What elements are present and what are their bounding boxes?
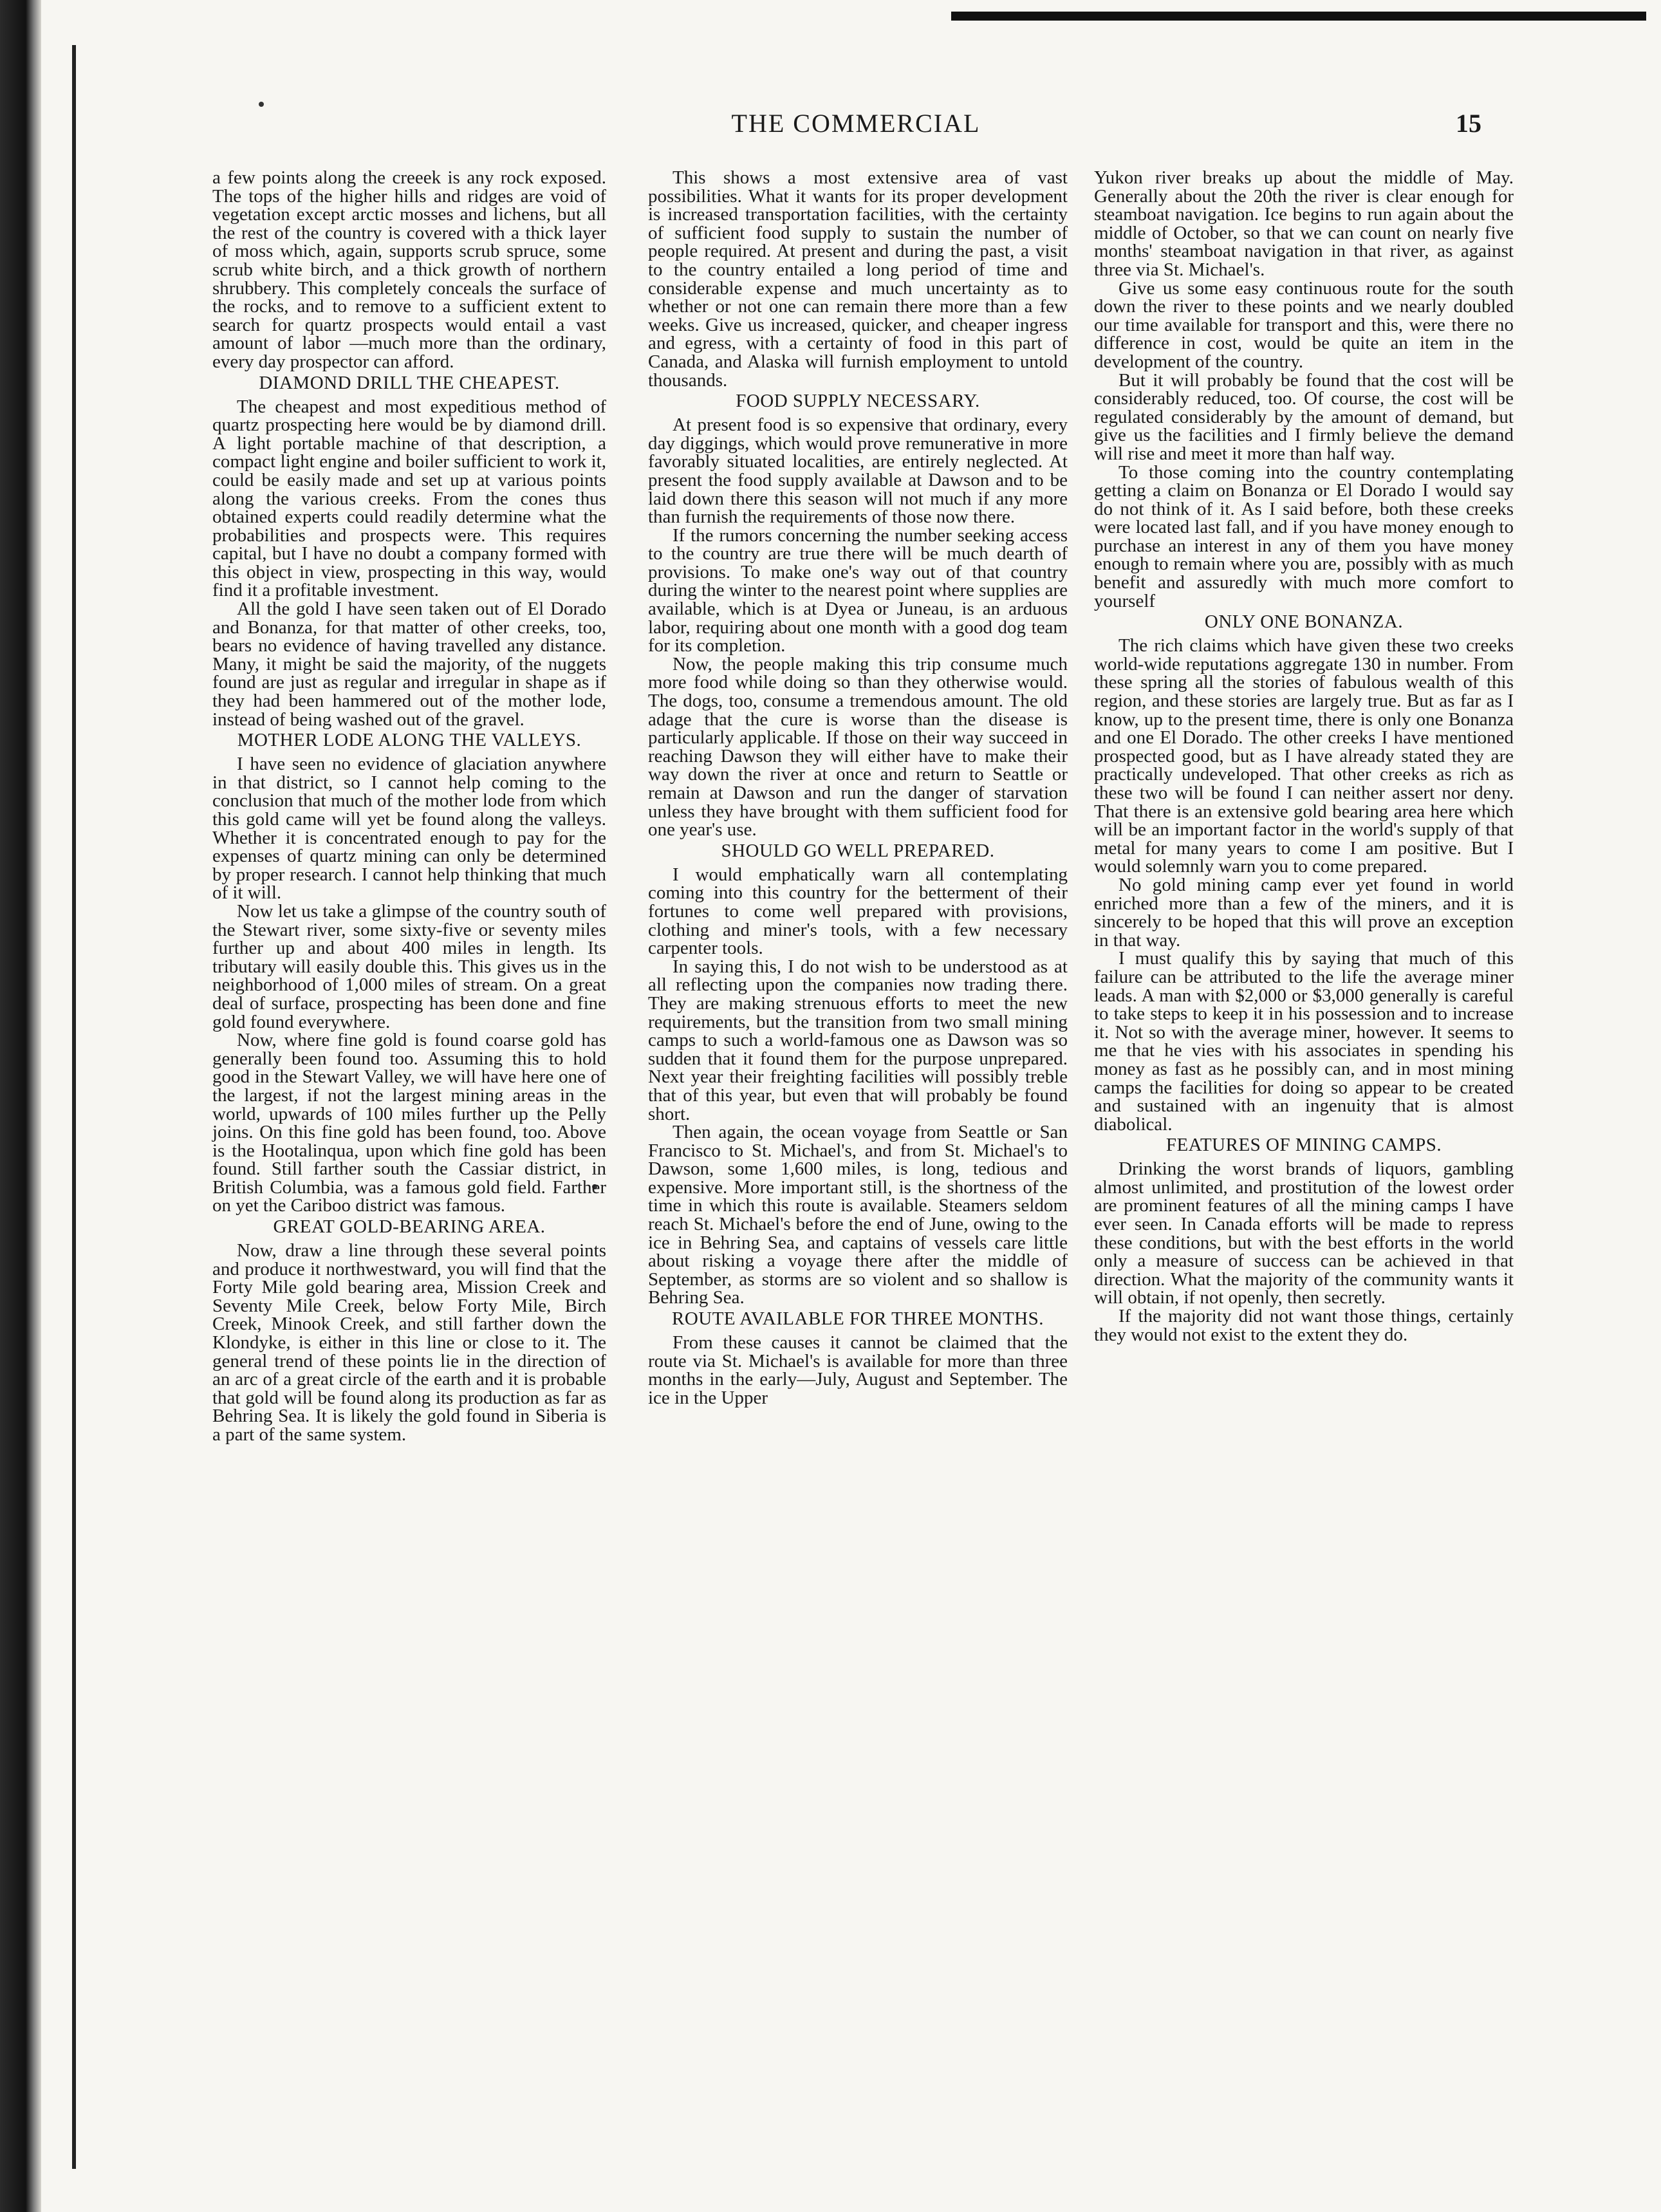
paragraph: The cheapest and most expeditious method of quartz prospecting here would be by diamond drill. A light portable machine of that description, a compact light engine and boiler sufficient to work it, could be easily made and set up at various points along the various creeks. From the cones thus obtained experts could readily determine what the probabilities and prospects were. This requires capital, but I have no doubt a company formed with this object in view, prospecting in this way, would find it a profitable investment. xyxy=(212,396,606,601)
paragraph: No gold mining camp ever yet found in world enriched more than a few of the miners, and it is sincerely to be hoped that this will prove an exception in that way. xyxy=(1094,874,1514,951)
paragraph: To those coming into the country contemplating getting a claim on Bonanza or El Dorado I would say do not think of it. As I said before, both these creeks were located last fall, and if you have money enough to purchase an interest in any of them you have money enough to remain where you are, possibly with as much benefit and assuredly with much more comfort to yourself xyxy=(1094,461,1514,611)
paragraph: Then again, the ocean voyage from Seattle or San Francisco to St. Michael's, and from St. Michael's to Dawson, some 1,600 miles, is long, tedious and expensive. More important still, is the shortness of the time in which this route is available. Steamers seldom reach St. Michael's before the end of June, owing to the ice in Behring Sea, and captains of vessels care little about risking a voyage there after the middle of September, as storms are so violent and so shallow is Behring Sea. xyxy=(648,1122,1068,1308)
paragraph: Now, where fine gold is found coarse gold has generally been found too. Assuming this to hold good in the Stewart Valley, we will have here one of the largest, if not the largest mining areas in the world, upwards of 100 miles further up the Pelly joins. On this fine gold has been found, too. Above is the Hootalinqua, upon which fine gold has been found. Still farther south the Cassiar district, in British Columbia, was a famous gold field. Farther on yet the Cariboo district was famous. xyxy=(212,1030,606,1216)
paragraph: Now, draw a line through these several points and produce it northwestward, you will find that the Forty Mile gold bearing area, Mission Creek and Seventy Mile Creek, below Forty Mile, Birch Creek, Minook Creek, and still farther down the Klondyke, is either in this line or close to it. The general trend of these points lie in the direction of an arc of a great circle of the earth and it is probable that gold will be found along its production as far as Behring Sea. It is likely the gold found in Siberia is a part of the same system. xyxy=(212,1240,606,1445)
top-rule xyxy=(951,12,1646,21)
paragraph: All the gold I have seen taken out of El Dorado and Bonanza, for that matter of other creeks, too, bears no evidence of having travelled any distance. Many, it might be said the majority, of the nuggets found are just as regular and irregular in shape as if they had been hammered out of the mother lode, instead of being washed out of the gravel. xyxy=(212,599,606,730)
column-2 xyxy=(648,169,1068,1407)
paragraph: If the rumors concerning the number seeking access to the country are true there will be much dearth of provisions. To make one's way out of that country during the winter to the nearest point where supplies are available, which is at Dyea or Juneau, is an arduous labor, requiring about one month with a good dog team for its completion. xyxy=(648,525,1068,656)
paragraph: Drinking the worst brands of liquors, gambling almost unlimited, and prostitution of the lowest order are prominent features of all the mining camps I have ever seen. In Canada efforts will be made to repress these conditions, but with the best efforts in the world only a measure of success can be achieved in that direction. What the majority of the community wants it will obtain, if not openly, then secretly. xyxy=(1094,1158,1514,1308)
paragraph: Now let us take a glimpse of the country south of the Stewart river, some sixty-five or seventy miles further up and about 400 miles in length. Its tributary will easily double this. This gives us in the neighborhood of 1,000 miles of stream. On a great deal of surface, prospecting has been done and fine gold found everywhere. xyxy=(212,900,606,1032)
section-heading: ROUTE AVAILABLE FOR THREE MONTHS. xyxy=(671,1308,1044,1330)
paragraph: In saying this, I do not wish to be understood as at all reflecting upon the companies now trading there. They are making strenuous efforts to meet the new requirements, but the transition from two small mining camps to such a world-famous one as Dawson was so sudden that it found them for the purpose unprepared. Next year their freighting facilities will possibly treble that of this year, but even that will probably be found short. xyxy=(648,956,1068,1124)
section-heading: DIAMOND DRILL THE CHEAPEST. xyxy=(259,372,560,393)
paragraph: I would emphatically warn all contemplating coming into this country for the betterment of their fortunes to come well prepared with provisions, clothing and miner's tools, with a few necessary carpenter tools. xyxy=(648,864,1068,959)
paragraph: At present food is so expensive that ordinary, every day diggings, which would prove remunerative in more favorably situated localities, are entirely neglected. At present the food supply available at Dawson and to be laid down there this season will not much if any more than furnish the requirements of those now there. xyxy=(648,414,1068,528)
page-edge-line xyxy=(72,45,76,2169)
paragraph: Give us some easy continuous route for the south down the river to these points and we nearly doubled our time available for transport and this, were there no difference in cost, would be quite an item in the development of the country. xyxy=(1094,277,1514,372)
section-heading: FOOD SUPPLY NECESSARY. xyxy=(736,391,980,412)
section-heading: GREAT GOLD-BEARING AREA. xyxy=(273,1216,546,1238)
section-heading: FEATURES OF MINING CAMPS. xyxy=(1165,1135,1442,1156)
paragraph: I have seen no evidence of glaciation anywhere in that district, so I cannot help coming to the conclusion that much of the mother lode from which this gold came will yet be found along the valleys. Whether it is concentrated enough to pay for the expenses of quartz mining can only be determined by proper research. I cannot help thinking that much of it will. xyxy=(212,754,606,904)
paragraph: a few points along the creeek is any rock exposed. The tops of the higher hills and ridges are void of vegetation except arctic mosses and lichens, but all the rest of the country is covered with a thick layer of moss which, again, supports scrub spruce, some scrub white birch, and a thick growth of northern shrubbery. This completely conceals the surface of the rocks, and to remove to a sufficient extent to search for quartz prospects would entail a vast amount of labor —much more than the ordinary, every day prospector can afford. xyxy=(212,167,606,372)
paragraph: From these causes it cannot be claimed that the route via St. Michael's is available for more than three months in the early—July, August and September. The ice in the Upper xyxy=(648,1332,1068,1408)
paragraph: Now, the people making this trip consume much more food while doing so than they otherwise would. The dogs, too, consume a tremendous amount. The old adage that the cure is worse than the disease is particularly applicable. If those on their way succeed in reaching Dawson they will either have to make their way down the river at once and return to Seattle or remain at Dawson and run the danger of starvation unless they have brought with them sufficient food for one year's use. xyxy=(648,653,1068,841)
speck xyxy=(259,102,264,107)
paragraph: Yukon river breaks up about the middle of May. Generally about the 20th the river is clear enough for steamboat navigation. Ice begins to run again about the middle of October, so that we can count on nearly five months' steamboat navigation in that river, as against three via St. Michael's. xyxy=(1094,167,1514,280)
section-heading: ONLY ONE BONANZA. xyxy=(1204,611,1404,633)
publication-title: THE COMMERCIAL xyxy=(731,109,981,138)
paragraph: I must qualify this by saying that much of this failure can be attributed to the life the average miner leads. A man with $2,000 or $3,000 generally is careful to take steps to keep it in his possession and to increase it. Not so with the average miner, however. It seems to me that he vies with his associates in spending his money as fast as he possibly can, and in most mining camps the facilities for doing so appear to be created and sustained with an ingenuity that is almost diabolical. xyxy=(1094,948,1514,1135)
paragraph: This shows a most extensive area of vast possibilities. What it wants for its proper development is increased transportation facilities, with the certainty of sufficient food supply to sustain the number of people required. At present and during the past, a visit to the country entailed a long period of time and considerable expense and much uncertainty as to whether or not one can remain there more than a few weeks. Give us increased, quicker, and cheaper ingress and egress, with a certainty of food in this part of Canada, and Alaska will furnish employment to untold thousands. xyxy=(648,167,1068,391)
section-heading: SHOULD GO WELL PREPARED. xyxy=(721,840,995,861)
paragraph: But it will probably be found that the cost will be considerably reduced, too. Of course, the cost will be regulated considerably by the amount of demand, but give us the facilities and I firmly believe the demand will rise and meet it more than half way. xyxy=(1094,369,1514,464)
scan-edge-shadow xyxy=(0,0,41,2212)
column-3 xyxy=(1094,169,1514,1344)
column-1 xyxy=(212,169,606,1444)
section-heading: MOTHER LODE ALONG THE VALLEYS. xyxy=(237,730,582,751)
paragraph: If the majority did not want those things, certainly they would not exist to the extent they do. xyxy=(1094,1306,1514,1345)
paragraph: The rich claims which have given these two creeks world-wide reputations aggregate 130 in number. From these spring all the stories of fabulous wealth of this region, and these stories are largely true. But as far as I know, up to the present time, there is only one Bonanza and one El Dorado. The other creeks I have mentioned prospected good, but as I have already stated they are practically undeveloped. That other creeks as rich as these two will be found I can neither assert nor deny. That there is an extensive gold bearing area here which will be an important factor in the world's supply of that metal for many years to come I am positive. But I would solemnly warn you to come prepared. xyxy=(1094,635,1514,877)
page-number: 15 xyxy=(1456,109,1481,138)
